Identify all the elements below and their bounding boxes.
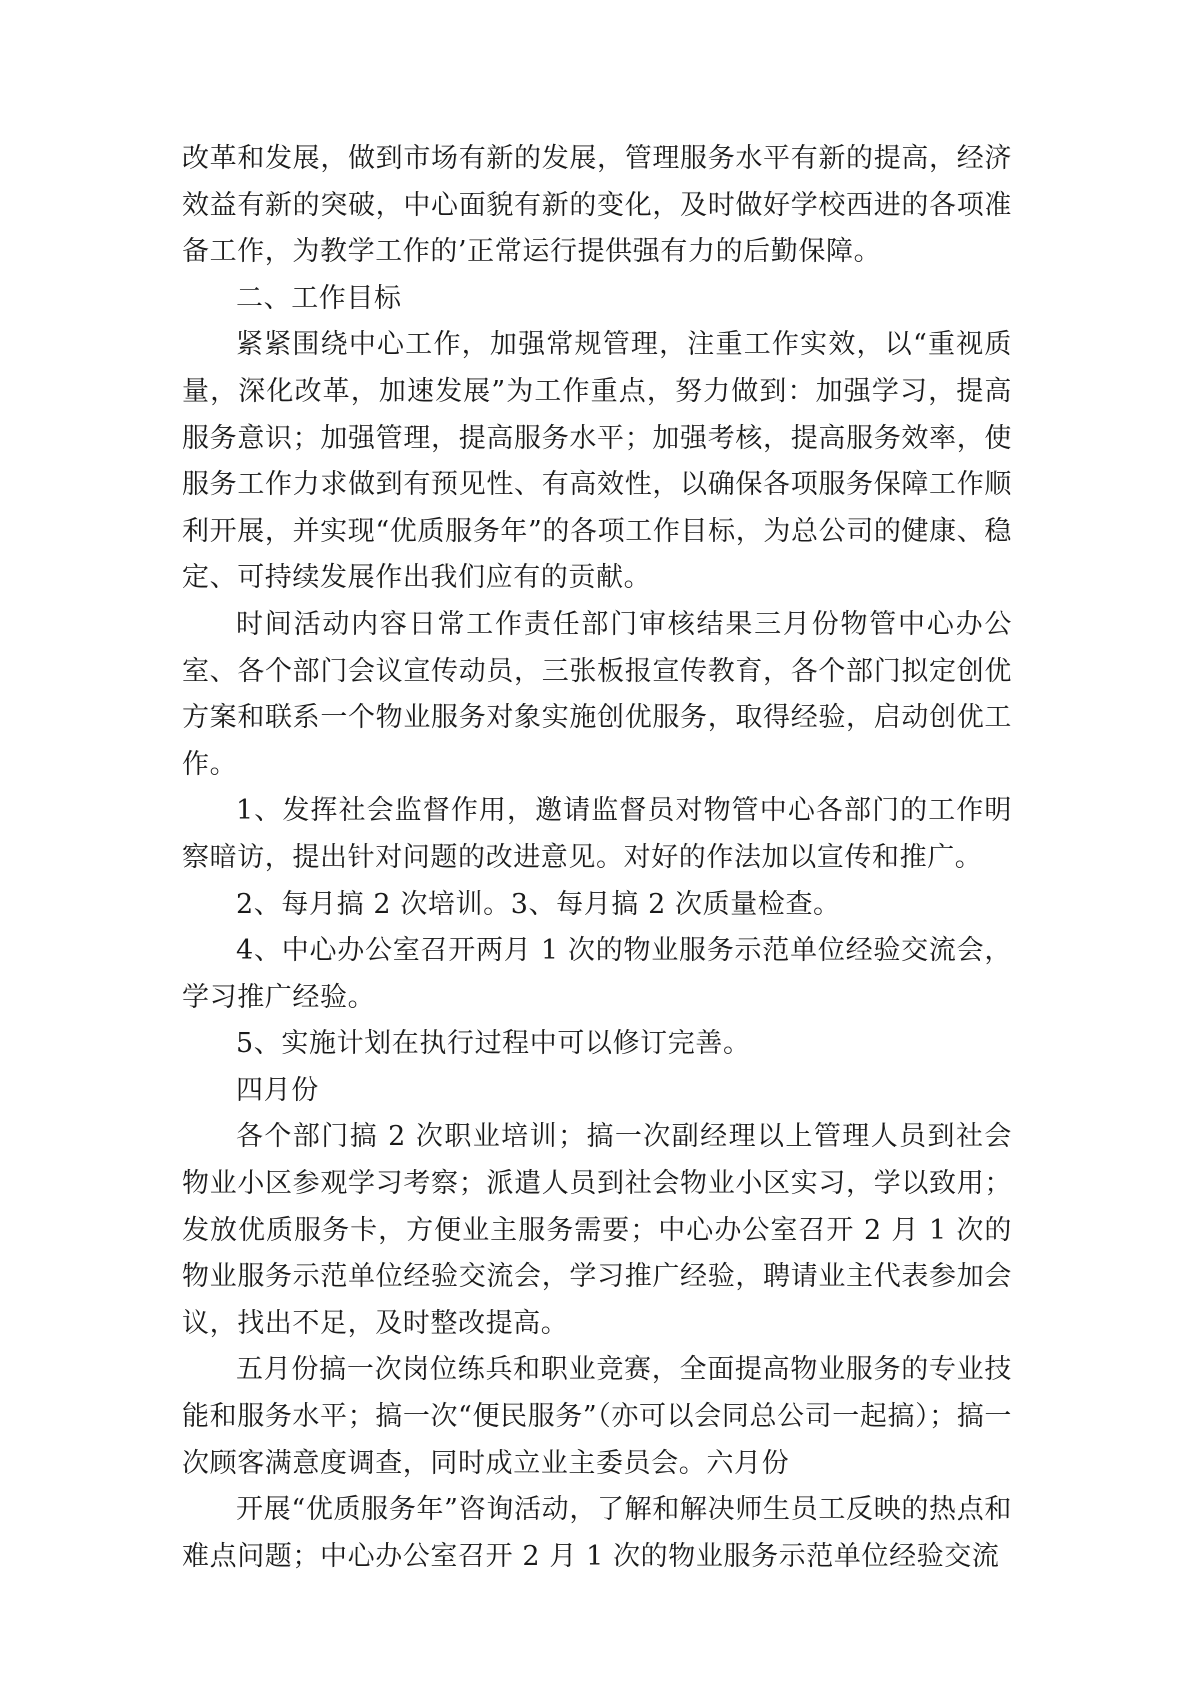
paragraph-march: 时间活动内容日常工作责任部门审核结果三月份物管中心办公室、各个部门会议宣传动员，三张板报宣传教育，各个部门拟定创优方案和联系一个物业服务对象实施创优服务，取得经验，启动创优工作。 bbox=[182, 608, 1012, 780]
paragraph-june: 开展“优质服务年”咨询活动，了解和解决师生员工反映的热点和难点问题；中心办公室召开 2 月 1 次的物业服务示范单位经验交流 bbox=[182, 1494, 1012, 1572]
paragraph-continuation: 改革和发展，做到市场有新的发展，管理服务水平有新的提高，经济效益有新的突破，中心面貌有新的变化，及时做好学校西进的各项准备工作，为教学工作的’正常运行提供强有力的后勤保障。 bbox=[182, 143, 1012, 268]
month-heading-april: 四月份 bbox=[236, 1074, 319, 1106]
paragraph-goals: 紧紧围绕中心工作，加强常规管理，注重工作实效，以“重视质量，深化改革，加速发展”为工作重点，努力做到：加强学习，提高服务意识；加强管理，提高服务水平；加强考核，提高服务效率，使服务工作力求做到有预见性、有高效性，以确保各项服务保障工作顺利开展，并实现“优质服务年”的各项工作目标，为总公司的健康、稳定、可持续发展作出我们应有的贡献。 bbox=[182, 329, 1012, 594]
document-body bbox=[182, 136, 1012, 1580]
paragraph-may: 五月份搞一次岗位练兵和职业竞赛，全面提高物业服务的专业技能和服务水平；搞一次“便民服务”（亦可以会同总公司一起搞）；搞一次顾客满意度调查，同时成立业主委员会。六月份 bbox=[182, 1354, 1012, 1479]
list-item-1: 1、发挥社会监督作用，邀请监督员对物管中心各部门的工作明察暗访，提出针对问题的改进意见。对好的作法加以宣传和推广。 bbox=[182, 795, 1012, 873]
list-item-5: 5、实施计划在执行过程中可以修订完善。 bbox=[236, 1028, 751, 1060]
paragraph-april: 各个部门搞 2 次职业培训；搞一次副经理以上管理人员到社会物业小区参观学习考察；派遣人员到社会物业小区实习，学以致用；发放优质服务卡，方便业主服务需要；中心办公室召开 2 月 1 次的物业服务示范单位经验交流会，学习推广经验，聘请业主代表参加会议，找出不足，及时整改提高。 bbox=[182, 1121, 1012, 1339]
list-item-2-3: 2、每月搞 2 次培训。3、每月搞 2 次质量检查。 bbox=[236, 888, 841, 920]
section-heading-goals: 二、工作目标 bbox=[236, 282, 402, 314]
list-item-4: 4、中心办公室召开两月 1 次的物业服务示范单位经验交流会，学习推广经验。 bbox=[182, 935, 1012, 1013]
